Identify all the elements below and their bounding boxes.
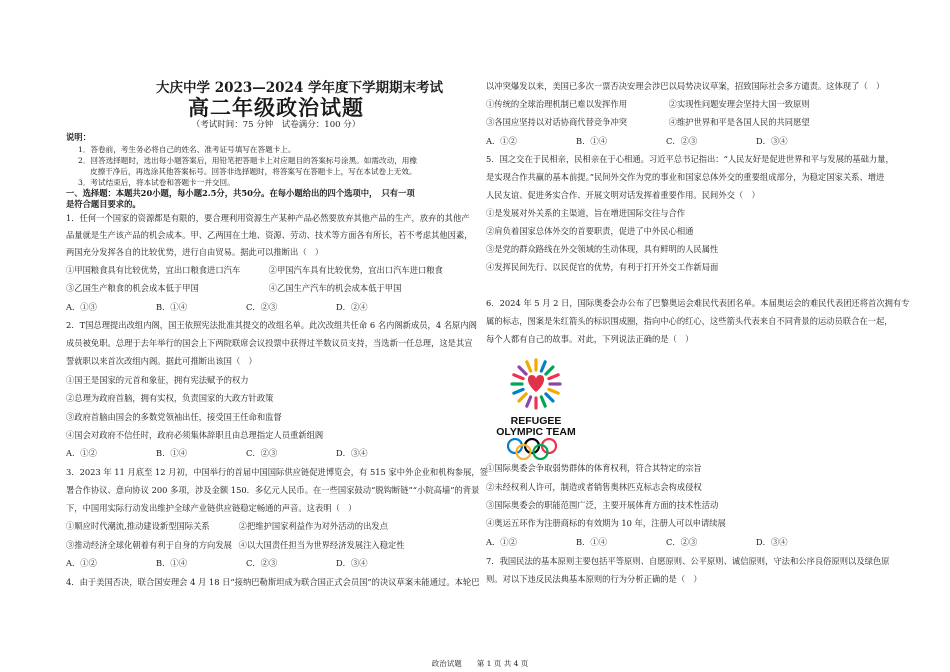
option-row	[66, 521, 466, 532]
choice-c: C．②③	[246, 558, 278, 568]
answer-choices	[486, 537, 886, 548]
choice-a: A．①③	[66, 302, 97, 312]
choice-c: C．②③	[246, 448, 278, 458]
option-row	[486, 99, 886, 110]
question-text: 5．国之交在于民相亲，民相亲在于心相通。习近平总书记指出：“人民友好是促进世界和平与发展的基础力量，	[486, 154, 894, 164]
question-text: 4．由于美国否决，联合国安理会 4 月 18 日“接纳巴勒斯坦成为联合国正式会员国”的决议草案未能通过。本轮巴	[66, 577, 480, 587]
choice-a: A．①②	[66, 558, 97, 568]
option-item: ①传统的全球治理机制已难以发挥作用	[486, 99, 628, 109]
option-item: ③乙国生产粮食的机会成本低于甲国	[66, 283, 199, 293]
question-text: 人民友谊、促进务实合作、开展文明对话发挥着重要作用。民间外交（ ）	[486, 190, 760, 200]
option-item: ④发挥民间先行、以民促官的优势，有利于打开外交工作新局面	[486, 262, 719, 272]
option-item: ③国际奥委会的职能范围广泛，主要开展体育方面的技术性活动	[486, 500, 719, 510]
choice-a: A．①②	[486, 136, 517, 146]
question-text: 两国充分发挥各自的比较优势，进行自由贸易。据此可以推断出（ ）	[66, 247, 324, 257]
option-item: ②未经权利人许可，制造或者销售奥林匹克标志会构成侵权	[486, 482, 702, 492]
exam-info: （考试时间：75 分钟 试卷满分：100 分）	[191, 120, 361, 130]
choice-a: A．①②	[66, 448, 97, 458]
option-row	[66, 265, 466, 276]
option-item: ②实现性问题安理会坚持大国一致原则	[668, 99, 810, 109]
section-heading: 一、选择题：本题共20小题，每小题2.5分，共50分。在每小题给出的四个选项中， 只有一项	[66, 188, 415, 198]
exam-header: 大庆中学 2023—2024 学年度下学期期末考试	[156, 80, 444, 96]
option-row	[486, 117, 886, 128]
choice-d: D．③④	[336, 558, 368, 568]
instruction-line: 2．回答选择题时，选出每小题答案后，用铅笔把答题卡上对应题目的答案标号涂黑。如需改动，用橡	[78, 156, 417, 165]
question-text: 成员被免职。总理于去年举行的国会上下两院联席会议投票中获得过半数议员支持，当选新一任总理，这是其宣	[66, 338, 473, 348]
option-item: ②把维护国家利益作为对外活动的出发点	[238, 521, 388, 531]
instruction-line: 皮擦干净后，再选涂其他答案标号。回答非选择题时，将答案写在答题卡上，写在本试卷上无效。	[90, 167, 417, 176]
option-item: ②总理为政府首脑，拥有实权，负责国家的大政方针政策	[66, 393, 274, 403]
choice-c: C．②③	[666, 537, 698, 547]
choice-b: B．①④	[156, 302, 187, 312]
instruction-line: 1．答卷前，考生务必将自己的姓名、准考证号填写在答题卡上。	[78, 145, 296, 154]
question-text: 品量就是生产该产品的机会成本。甲、乙两国在土地、资源、劳动、技术等方面各有所长，若不考虑其他因素，	[66, 230, 473, 240]
choice-d: D．③④	[756, 136, 788, 146]
logo-arrows-heart-icon	[486, 352, 586, 416]
option-item: ④乙国生产汽车的机会成本低于甲国	[268, 283, 402, 293]
option-item: ③是党的群众路线在外交领域的生动体现，具有鲜明的人民属性	[486, 244, 719, 254]
option-item: ①顺应时代潮流,推动建设新型国际关系	[66, 521, 210, 531]
question-text: 是实现合作共赢的基本前提。”民间外交作为党的事业和国家总体外交的重要组成部分，为稳定国家关系、增进	[486, 172, 885, 182]
question-text: 6．2024 年 5 月 2 日，国际奥委会办公布了巴黎奥运会难民代表团名单。本届奥运会的难民代表团还将首次拥有专	[486, 298, 910, 308]
question-text: 下，中国用实际行动发出维护全球产业链供应链稳定畅通的声音。这表明（ ）	[66, 503, 357, 513]
choice-b: B．①④	[156, 558, 187, 568]
choice-d: D．②④	[336, 302, 368, 312]
option-item: ④维护世界和平是各国人民的共同愿望	[668, 117, 810, 127]
question-text: 以冲突爆发以来，美国已多次一票否决安理会涉巴以局势决议草案，招致国际社会多方谴责。这体现了（ ）	[486, 81, 885, 91]
answer-choices	[66, 302, 466, 313]
choice-d: D．③④	[756, 537, 788, 547]
question-text: 署合作协议、意向协议 200 多项，涉及金额 150．多亿元人民币。在一些国家鼓动“脱钩断链”“小院高墙”的背景	[66, 485, 480, 495]
choice-a: A．①②	[486, 537, 517, 547]
option-item: ②甲国汽车具有比较优势，宜出口汽车进口粮食	[268, 265, 443, 275]
answer-choices	[486, 136, 886, 147]
choice-b: B．①④	[156, 448, 187, 458]
section-heading: 是符合题目要求的。	[66, 199, 141, 209]
answer-choices	[66, 448, 466, 459]
option-row	[66, 540, 466, 551]
option-item: ③推动经济全球化朝着有利于自身的方向发展	[66, 540, 232, 550]
logo-text-line2: OLYMPIC TEAM	[496, 426, 576, 438]
question-text: 属的标志，图案是朱红箭头的标识围成圈，指向中心的红心，这些箭头代表来自不同背景的运动员联合在一起，	[486, 316, 893, 326]
question-text: 誓就职以来首次改组内阁。据此可推断出该国（ ）	[66, 356, 257, 366]
option-item: ③各国应坚持以对话协商代替竞争冲突	[486, 117, 628, 127]
option-item: ③政府首脑由国会的多数党领袖出任，接受国王任命和监督	[66, 412, 282, 422]
instruction-line: 3．考试结束后，将本试卷和答题卡一并交回。	[78, 178, 235, 187]
option-item: ①甲国粮食具有比较优势，宜出口粮食进口汽车	[66, 265, 241, 275]
page-footer: 政治试题 第 1 页 共 4 页	[431, 659, 529, 668]
answer-choices	[66, 558, 466, 569]
question-text: 2．T国总理提出改组内阁，国王依照宪法批准其提交的改组名单。此次改组共任命 6 名内阁新成员，4 名原内阁	[66, 320, 477, 330]
question-text: 7．我国民法的基本原则主要包括平等原则、自愿原则、公平原则、诚信原则，守法和公序良俗原则以及绿色原	[486, 556, 890, 566]
option-item: ①是发展对外关系的主渠道，旨在增进国际交往与合作	[486, 208, 686, 218]
choice-d: D．③④	[336, 448, 368, 458]
question-text: 1．任何一个国家的资源都是有限的，要合理利用资源生产某种产品必然要放弃其他产品的生产，放弃的其他产	[66, 213, 470, 223]
choice-b: B．①④	[576, 136, 607, 146]
option-item: ①国际奥委会争取弱势群体的体育权利，符合其特定的宗旨	[486, 463, 702, 473]
choice-c: C．②③	[666, 136, 698, 146]
option-item: ②肩负着国家总体外交的首要职责，促进了中外民心相通	[486, 226, 694, 236]
question-text: 则。对以下违反民法典基本原则的行为分析正确的是（ ）	[486, 574, 702, 584]
option-row	[66, 283, 466, 294]
option-item: ①国王是国家的元首和象征，拥有宪法赋予的权力	[66, 375, 249, 385]
option-item: ④以大国责任担当为世界经济发展注入稳定性	[238, 540, 405, 550]
refugee-olympic-team-logo	[486, 352, 586, 460]
option-item: ④国会对政府不信任时，政府必须集体辞职且由总理指定人员重新组阁	[66, 430, 324, 440]
logo-text-line1: REFUGEE	[510, 415, 562, 427]
exam-title: 高二年级政治试题	[188, 95, 364, 120]
choice-b: B．①④	[576, 537, 607, 547]
option-item: ④奥运五环作为注册商标的有效期为 10 年，注册人可以申请续展	[486, 518, 726, 528]
instructions-label: 说明：	[66, 132, 91, 142]
question-text: 3．2023 年 11 月底至 12 月初，中国举行的首届中国国际供应链促进博览会，有 515 家中外企业和机构参展，签	[66, 467, 488, 477]
question-text: 每个人都有自己的故事。对此，下列说法正确的是（ ）	[486, 334, 694, 344]
olympic-rings-icon	[486, 438, 586, 460]
choice-c: C．②③	[246, 302, 278, 312]
